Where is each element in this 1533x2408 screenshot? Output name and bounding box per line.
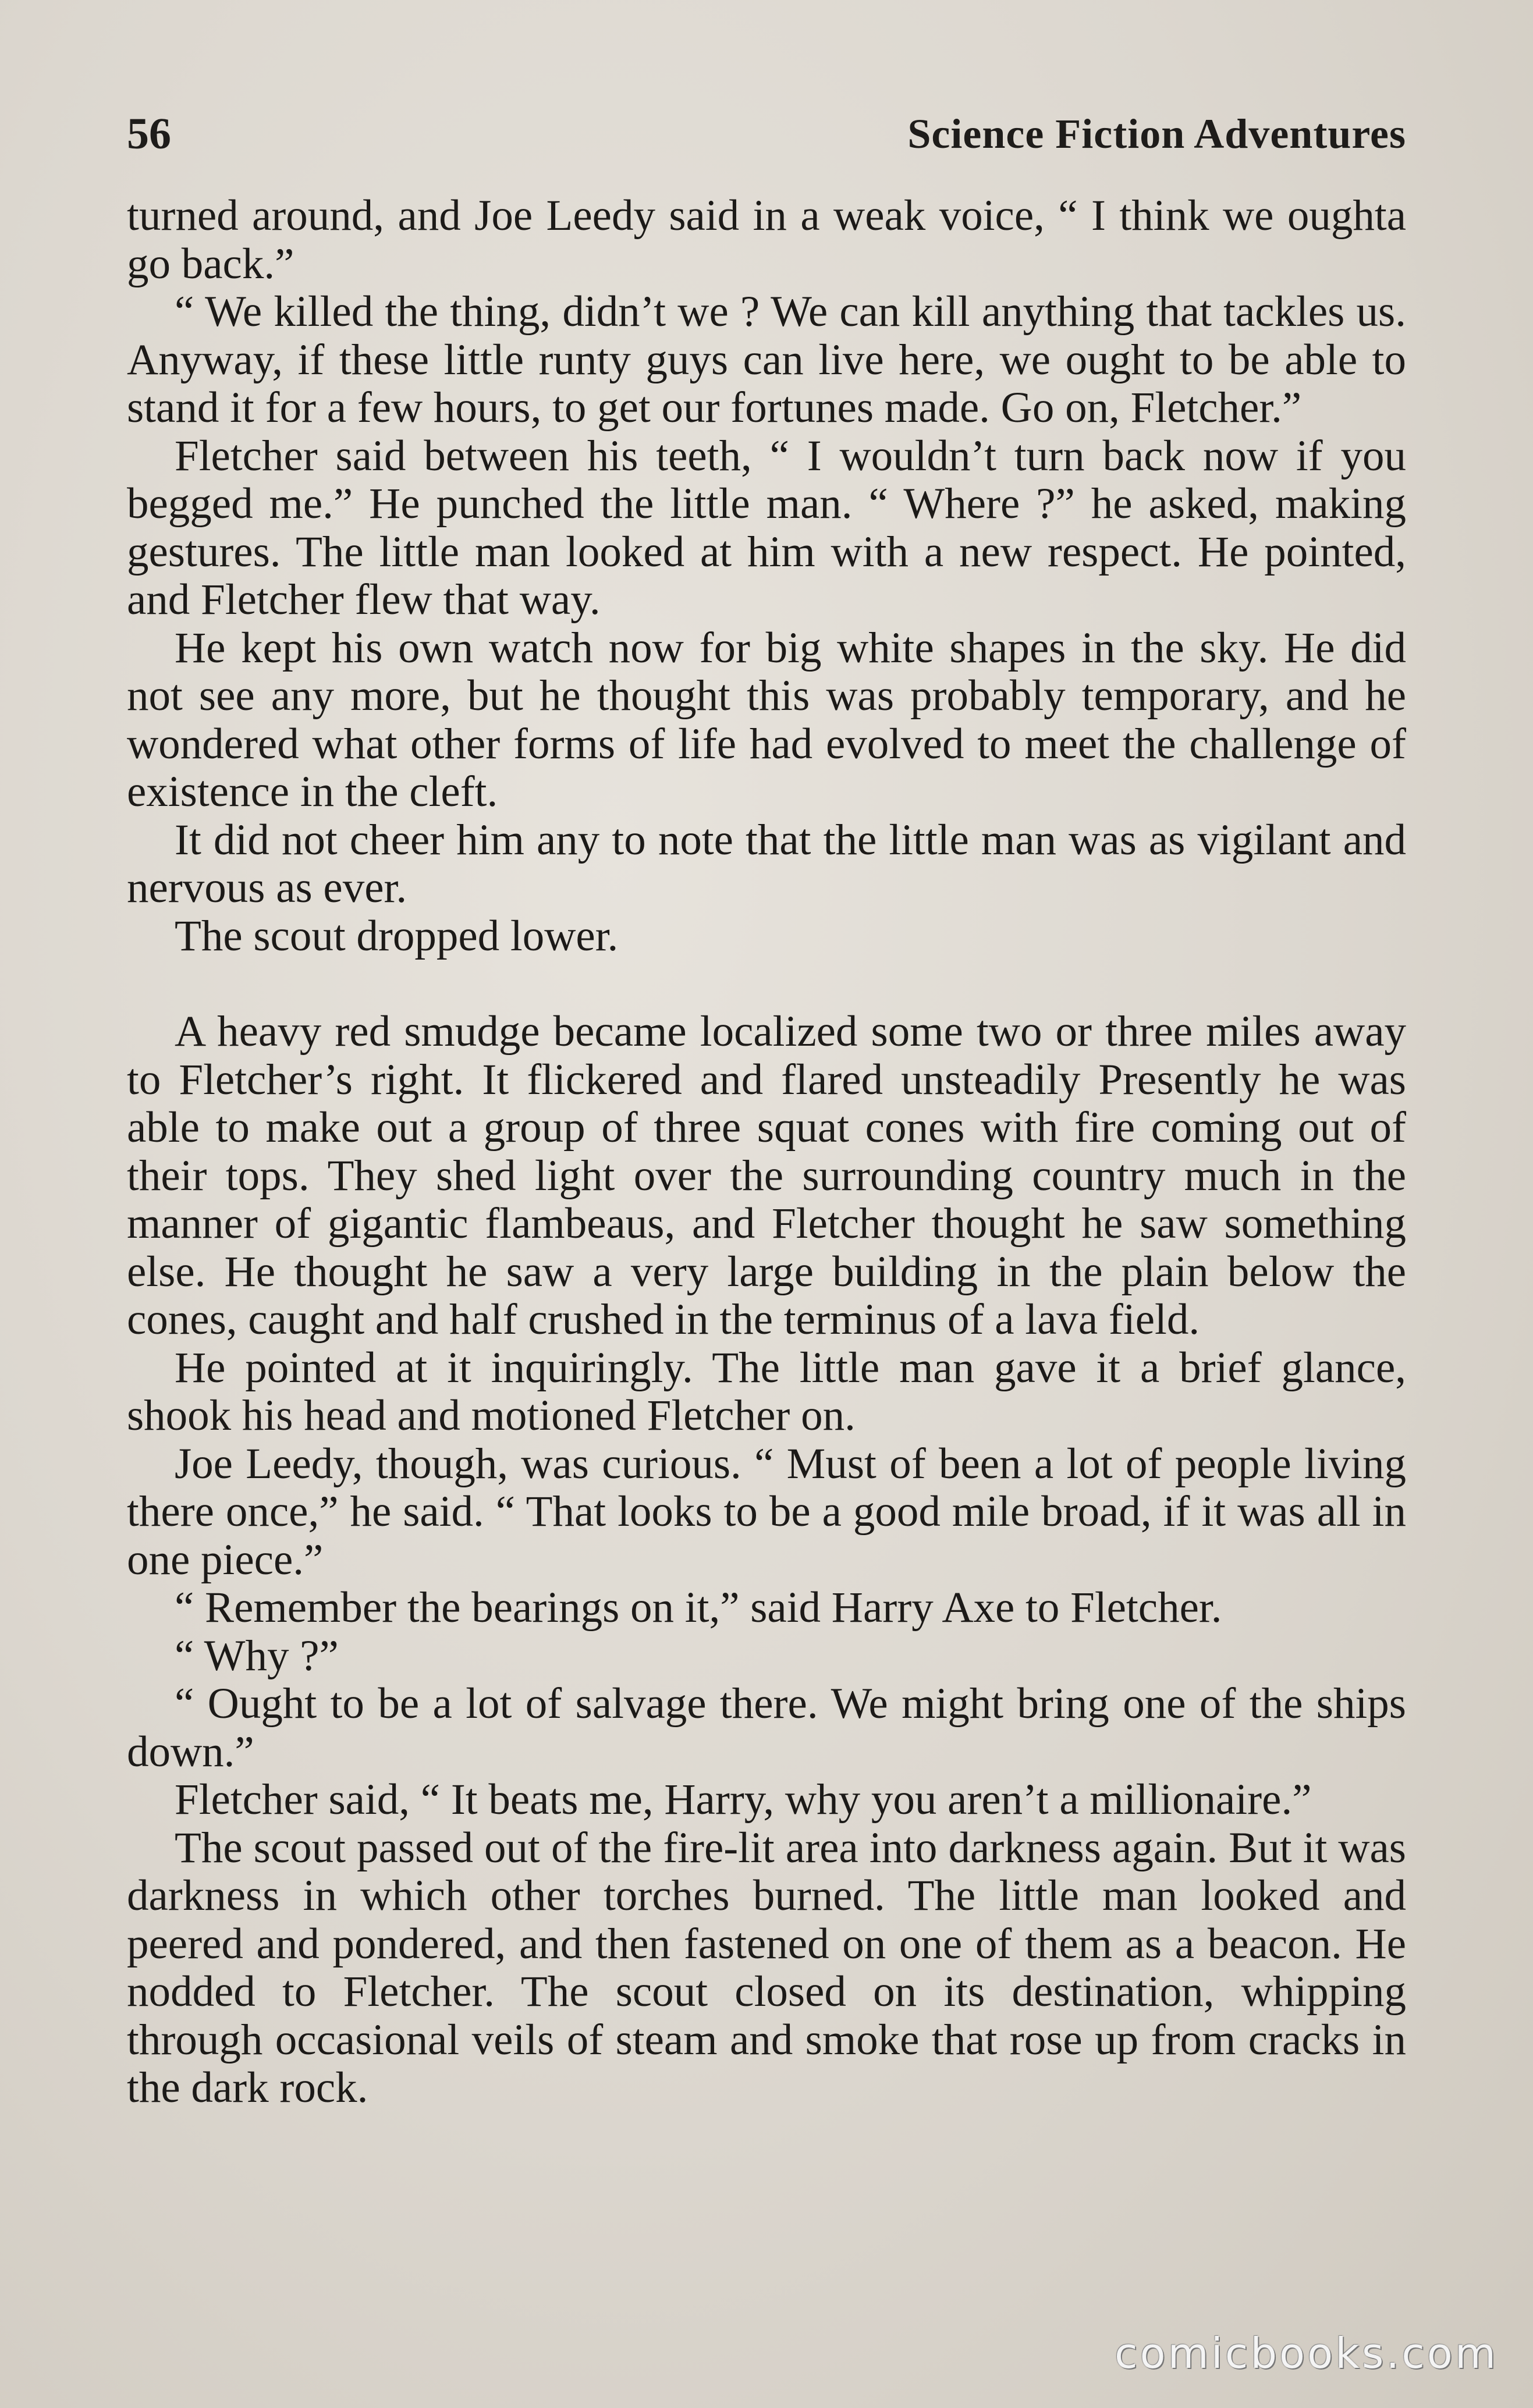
paragraph: The scout dropped lower. [175, 911, 619, 960]
paragraph: “ Why ?” [175, 1631, 339, 1680]
paragraph: He pointed at it inquiringly. The little man gave it a brief glance, shook his head and motioned Fletcher on. [127, 1343, 1406, 1440]
story-text [127, 192, 1406, 2112]
paragraph: turned around, and Joe Leedy said in a weak voice, “ I think we oughta go back.” [127, 191, 1406, 288]
paragraph: The scout passed out of the fire-lit area into darkness again. But it was darkness in which other torches burned. The little man looked and peered and pondered, and then fastened on one of them as a beacon. He nodded to Fletcher. The scout closed on its destination, whipping through occasional veils of steam and smoke that rose up from cracks in the dark rock. [127, 1823, 1406, 2112]
paragraph: Joe Leedy, though, was curious. “ Must of been a lot of people living there once,” he said. “ That looks to be a good mile broad, if it was all in one piece.” [127, 1439, 1406, 1584]
page-number: 56 [127, 109, 171, 158]
paragraph: Fletcher said between his teeth, “ I wouldn’t turn back now if you begged me.” He punched the little man. “ Where ?” he asked, making gestures. The little man looked at him with a new respect. He pointed, and Fletcher flew that way. [127, 431, 1406, 624]
paragraph: It did not cheer him any to note that the little man was as vigilant and nervous as ever. [127, 815, 1406, 912]
paragraph: “ Remember the bearings on it,” said Harry Axe to Fletcher. [175, 1583, 1222, 1632]
paragraph: He kept his own watch now for big white shapes in the sky. He did not see any more, but he thought this was probably temporary, and he wondered what other forms of life had evolved to meet the challenge of existence in the cleft. [127, 623, 1406, 816]
page-header [127, 99, 1406, 169]
site-watermark: comicbooks.com [1114, 2329, 1498, 2378]
paragraph: “ We killed the thing, didn’t we ? We can kill anything that tackles us. Anyway, if these little runty guys can live here, we ought to be able to stand it for a few hours, to get our fortunes made. Go on, Fletcher.” [127, 287, 1406, 432]
running-head: Science Fiction Adventures [907, 111, 1406, 157]
section-break [127, 960, 1406, 1008]
paragraph: “ Ought to be a lot of salvage there. We might bring one of the ships down.” [127, 1679, 1406, 1776]
paragraph: A heavy red smudge became localized some two or three miles away to Fletcher’s right. It flickered and flared unsteadily Presently he was able to make out a group of three squat cones with fire coming out of their tops. They shed light over the surrounding country much in the manner of gigantic flambeaus, and Fletcher thought he saw something else. He thought he saw a very large building in the plain below the cones, caught and half crushed in the terminus of a lava field. [127, 1007, 1406, 1344]
paragraph: Fletcher said, “ It beats me, Harry, why you aren’t a millionaire.” [175, 1775, 1312, 1824]
